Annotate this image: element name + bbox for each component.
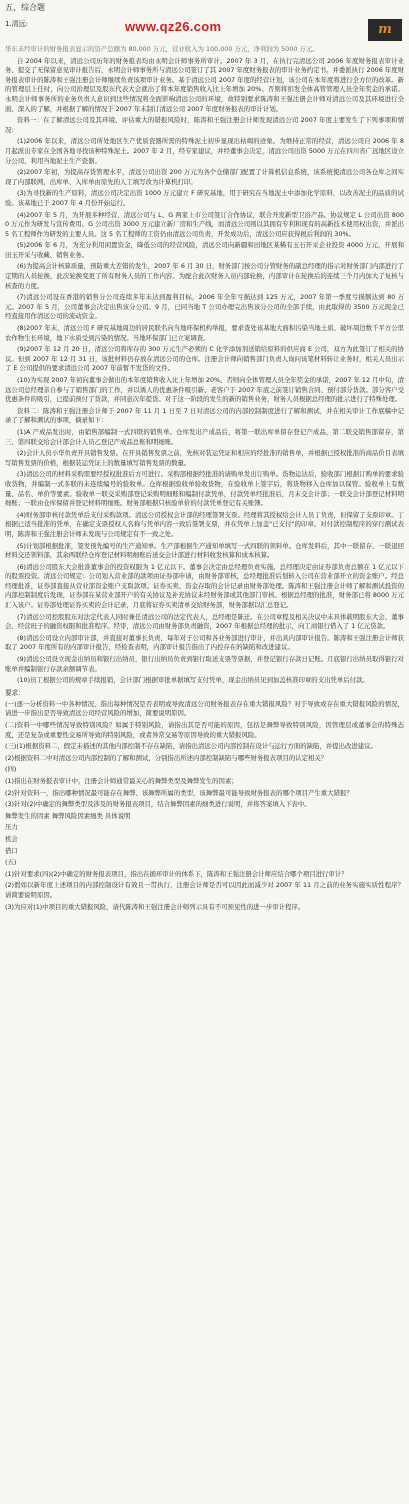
requirements-heading: 要求：	[5, 688, 25, 697]
paragraph: (4)财务部审核付款凭单后支付采购款项。清远公司授权会计部的经理签署支票。经理将其授权给会计人员丁负责，但保留了支票印章。丁根据已适当批准的凭单，在确定支票授权人名称与凭单内容一致后签署支票，并在凭单上加盖"已支付"的印章。对付款控制程序的穿行测试表明，陈涛和王强注册会计师未发现与公司规定有不一致之处。	[5, 510, 404, 538]
requirement-item: (1)指出在财务报表审计中，注册会计师通常最关心的舞弊类型及舞弊发生的因素；	[5, 776, 238, 785]
question-number: 1.清远:	[5, 20, 29, 28]
paragraph: 资料二：陈涛和王强注册会计师于 2007 年 11 月 1 日至 7 日对清远公司的内部控制制度进行了解和测试，并在相关审计工作底稿中记录了了解和测试的事项，摘录如下：	[5, 406, 404, 425]
requirement-item: (3)针对(2)中确定的舞弊类型及涉及的财务报表项目，结合舞弊因素的细类进行说明，并将答案填入下表中。	[5, 800, 311, 809]
paragraph: (3)清远公司的材料采购需要经授权批准后方可进行。采购部根据经批准的请购单发出订购单。货物运达后，验收部门根据订购单的要求验收货物，并编制一式多联的未连续编号的验收单。仓库根据验收单验收货物，在验收单上签字后，将货物移入仓库加以保管。验收单上有数量、品名、单价等要素。验收单一联交采购部登记采购明细账和编制付款凭单，付款凭单经批准后，月末交会计部；一联交会计部登记材料明细账；一联由仓库保留并登记材料明细账。财务部根据只核验单价的付款凭单登记有关账簿。	[5, 470, 404, 508]
paragraph: (10)为实现 2007 年初向董事会做出的本年度销售收入比上年增加 20%、否则向全体管理人员全年奖金的承诺，2007 年 12 月中旬，清远公司总经理亲自参与了销售部门的工作，并以诱人的优惠条件吸引新、老客户于 2007 年底之前签订销售合同、预付部分货款。部分客户受优惠条件的吸引，已提前预付了货款，并同意次年提货。对于这一阶段的发生的新的销售业务，财务人员根据总经理的批示进行了特殊处理。	[5, 376, 404, 404]
requirement-item: (3)为应对(1)中项目的重大错报风险，请代陈涛和王强注册会计师列示具有不可预见性的进一步审计程序。	[5, 902, 305, 911]
site-logo: m	[368, 19, 402, 41]
paragraph: (9)2007 年 12 月 20 日，清远公司将库存的 300 万元生产必须的 C 化学添加剂送销给原料的供应商 E 公司，双方为此签订了相关的协议。但到 2007 年 12 月 31 日，该批材料仍存放在清远公司的仓库。注册会计师向销售部门负责人询问该笔材料转让业务时，相关人员出示了 E 公司提供的要求清远公司 2007 年前暂不发货的文件。	[5, 345, 404, 373]
section-title: 五、综合题	[5, 3, 45, 12]
paragraph: (6)清远公司股东大会批准董事会的投资权限为 1 亿元以下。董事会决定由总经理负责实施。总经理决定由证券部负责总额在 1 亿元以下的股票投资。清远公司规定：公司划入营业部的款项由证券部申请，由财务部审核，总经理批准后划转入公司在营业部开立的资金账户。经总经理批准，证券部直接从营业部资金账户支取款项。证券买卖、资金存取的会计记录由财务部处理。陈涛和王强注册会计师了解和测试投资的内部控制制度后发现，证券部在某营业部开户的有关协议及补充协议未经财务部或其他部门审核。根据总经理的批准，财务部已将 8000 万元汇入该户。证券部处理证券买卖的会计记录，月底将证券买卖清单交给财务部，财务部据以汇总登记。	[5, 562, 404, 610]
requirement-item: (三)(1)根据资料二，假定未描述的其他内部控制不存在缺陷，请指出清远公司内部控制在设计与运行方面的缺陷，并提出改进建议。	[5, 742, 377, 751]
paragraph: 自 2004 年以来，清远公司历年的财务报表均由永明会计师事务所审计。2007 年 3 月，在执行完清远公司 2006 年度财务报表审计业务、提交了无保留意见审计报告后，永明会计师事务所与清远公司签订了其 2007 年度财务报表的审计业务约定书。并委派执行 2006 年度财务报表审计的陈涛和王强注册会计师继续负责该项审计业务。基于清远公司 2007 年度的经营计划，该公司在本年度将进行全方位的改革。新的管理层上任时，向公司治理层及股东代表大会就出了将本年度销售收入比上年增加 20%、否则将扣发全体高管管理人员全年奖金的承诺。永明会计师事务所的业务负责人意识到这些情况将全面影响清远公司的环境，故特别要求陈涛和王强注册会计师对清远公司及其环境进行全面、深入的了解，并根据了解的情况于 2007 年末制订清远公司 2007 年度财务报表的审计计划。	[5, 56, 404, 113]
paragraph: (2)2007 年初，为提高存货管理水平，清远公司出资 200 万元为各个仓储部门配置了计算机信息系统，该系统使清远公司各仓库之间实现了内部联网，出库单、入库单由原先的人工填写改为计算机打印。	[5, 168, 404, 186]
requirement-item: (一)逐一分析资料一中各种情况，指出每种情况是否表明或导致清远公司财务报表存在重大错报风险？对于导致或存在重大错报风险的情况，请进一步指出是否导致清远公司经营风险的增加，简要说明原因。	[5, 699, 404, 718]
requirement-item: (2)假如以新年度上述项目的内部控制设计有效且一贯执行，注册会计师是否可以因此而减少对 2007 年 11 月之前的业务实施实质性程序？请简要说明原因。	[5, 881, 404, 899]
paragraph: (3)为寻找新的生产原料，清远公司决定出资 1000 万元建立 F 研究基地，用于研究在当地泥土中添加化学原料，以改善泥土的品质的试验。该基地已于 2007 年 4 月份开始运行。	[5, 189, 404, 207]
requirement-item: (2)根据资料二中对清远公司内部控制的了解和测试，分别指出所述内部控制缺陷与哪些财务报表项目的认定相关？	[5, 753, 328, 762]
paragraph: (2)会计人员小华负责开具销售发票。在开具销售发票之前，先核对装运凭证和相应的经批准的销售单，并根据已授权批准的商品价目表填写销售发票的价格，根据装运凭证上的数量填写销售发票的数量。	[5, 449, 404, 467]
banner-row	[5, 19, 404, 45]
requirements-list	[5, 700, 404, 912]
paragraph: (7)清远公司设在香港的销售分公司连续多年未达到盈利目标，2006 年全年亏损达到 125 万元，2007 年第一季度亏损额达到 80 万元。2007 年 5 月，公司董事会决定出售该分公司。9 月，已同当地 T 公司办理完出售该分公司的全部手续，由此取得的 3500 万元现金已经直接用作清远公司的流动资金。	[5, 293, 404, 321]
requirement-item: (1)针对要求(四)(2)中确定的财务报表项目，指出在循环审计的体系下，陈涛和王强注册会计师应结合哪个项目进行审计？	[5, 869, 348, 878]
paragraph: (6)为提高会计核算质量，预防重大差错的发生，2007 年 6 月 30 日，财务部门按公司分管财务的副总经理的指示对财务部门内部进行了定期的人员轮换，此次轮换变更了所有财务人员的工作内容。为配合此次财务人员内部轮换，内部审计在轮换后的连续三个月内加大了复核与核查的力度。	[5, 262, 404, 290]
requirement-item: (2)针对资料一，指出哪种情况最可能存在舞弊、该舞弊所属的类型，该舞弊最可能导致财务报表的哪个项目产生重大错报？	[5, 788, 353, 797]
case-materials	[5, 45, 404, 686]
requirement-item: 借口	[5, 846, 18, 855]
paragraph: (5)计划部根据批准，签发预先编号的生产通知单。生产部根据生产通知单填写一式四联的领料单。仓库发料后，其中一联留存，一联退回材料交还领料部，其余两联经仓库登记材料明细账后送交会计部进行材料收发核算和成本核算。	[5, 541, 404, 560]
paragraph: (5)2006 年 6 月，为充分利用闲置资金，降低公司的经营风险，清远公司向新疆和田地区某稀有玉石开采企业投资 4000 万元，开展和田玉开采与收藏、销售业务。	[5, 241, 404, 259]
requirement-item: 舞弊发生的因素 舞弊风险因素细类 具体说明	[5, 811, 131, 820]
paragraph: (8)2007 年末，清远公司 F 研究基地周边的居民联名向当地环保机构举报，要求查处该基地大面积污染当地土质、破坏周边数千平方公里农作物生长环境，地下水质受到污染的情况。当地环保部门已立案调查。	[5, 324, 404, 342]
requirement-item: (四)	[5, 765, 17, 774]
requirement-item: (二)资料一中哪些情况导致特别风险？如属于特别风险，请指出其是否可能的原因，包括是舞弊导致特别风险，因管理层或董事会的特殊态度，还是复杂或重要性交易所导致的特别风险，或者异常交易等原因导致的重大错报风险。	[5, 721, 404, 739]
requirement-item: 压力	[5, 823, 18, 832]
paragraph: (1)A 产成品发出时，由销售部编制一式四联的销售单。仓库发出产成品后，将第一联出库单留存登记产成品，第二联交销售部留存，第三、第四联交给会计部会计人员乙登记产成品总账和明细账。	[5, 427, 404, 446]
requirement-item: (五)	[5, 858, 17, 867]
paragraph: (7)清远公司控股股东对法定代表人同时兼任清远公司的法定代表人，总经理是陈迁。在公司章程及相关决议中未具体载明股东大会、董事会、经营班子的融资权限和批准程序。经审，清远公司由财务部负责融资，2007 年根据总经理的批示，向工商银行借入了 1 亿元贷款。	[5, 612, 404, 631]
site-watermark: www.qz26.com	[125, 19, 222, 34]
paragraph: (1)2006 年以来，清远公司所处地区生产优质瓷器所需的特殊泥土初步显现出枯竭的迹象。为维持正常的经营，清远公司自 2006 年 8 月起派出专家在全国各地寻找该种特殊泥土。2007 年 2 月，经专家建议，并经董事会决定，清远公司出资 5000 万元在四川省广远地区设立分公司，利用当地泥土生产瓷器。	[5, 137, 404, 165]
requirement-item: 机会	[5, 834, 18, 843]
paragraph: (8)清远公司设立内部审计部，并直接对董事长负责，每年对子公司和各业务部进行审计，并出具内部审计报告。陈涛和王强注册会计师获取了 2007 年度所有的内部审计报告，经检查表明，内部审计报告指出了内控存在的缺陷和改进建议。	[5, 633, 404, 652]
paragraph: 华东未经审计的财务报表显示的资产总额为 80,000 万元，营业收入为 100,000 万元，净利润为 5000 万元。	[5, 45, 319, 53]
paragraph: (9)清远公司设立现金出纳员和银行出纳员，银行出纳员负责到银行取送支票等票据，并登记银行存款日记账。月底银行出纳员取得银行对账单并编制银行存款余额调节表。	[5, 655, 404, 673]
paragraph: (10)员工根据公司的规章手续报销，会计部门根据审批单据填写支付凭单，现金出纳员见到加盖核准印章的支出凭单后付款。	[17, 676, 369, 685]
paragraph: 资料一：在了解清远公司及其环境、评估重大的错报风险时，陈涛和王强注册会计师发现清远公司 2007 年度主要发生了下列事项和情况：	[5, 116, 404, 134]
paragraph: (4)2007 年 5 月，为开展多种经营，清远公司与 L、G 两家上市公司签订合作协议，联合开发新型卫浴产品。协议规定 L 公司出资 8000 万元作为研发与宣传费用、G 公司出资 3000 万元建立新厂房和生产线，而清远公司则以其拥有专利和现有的高新技术使用权出资，并派出 5 名工程师作为研发的主要人员。这 5 名工程师的工资仍由清远公司负责，开发成功后，清远公司应获得税后利润的 30%。	[5, 210, 404, 238]
